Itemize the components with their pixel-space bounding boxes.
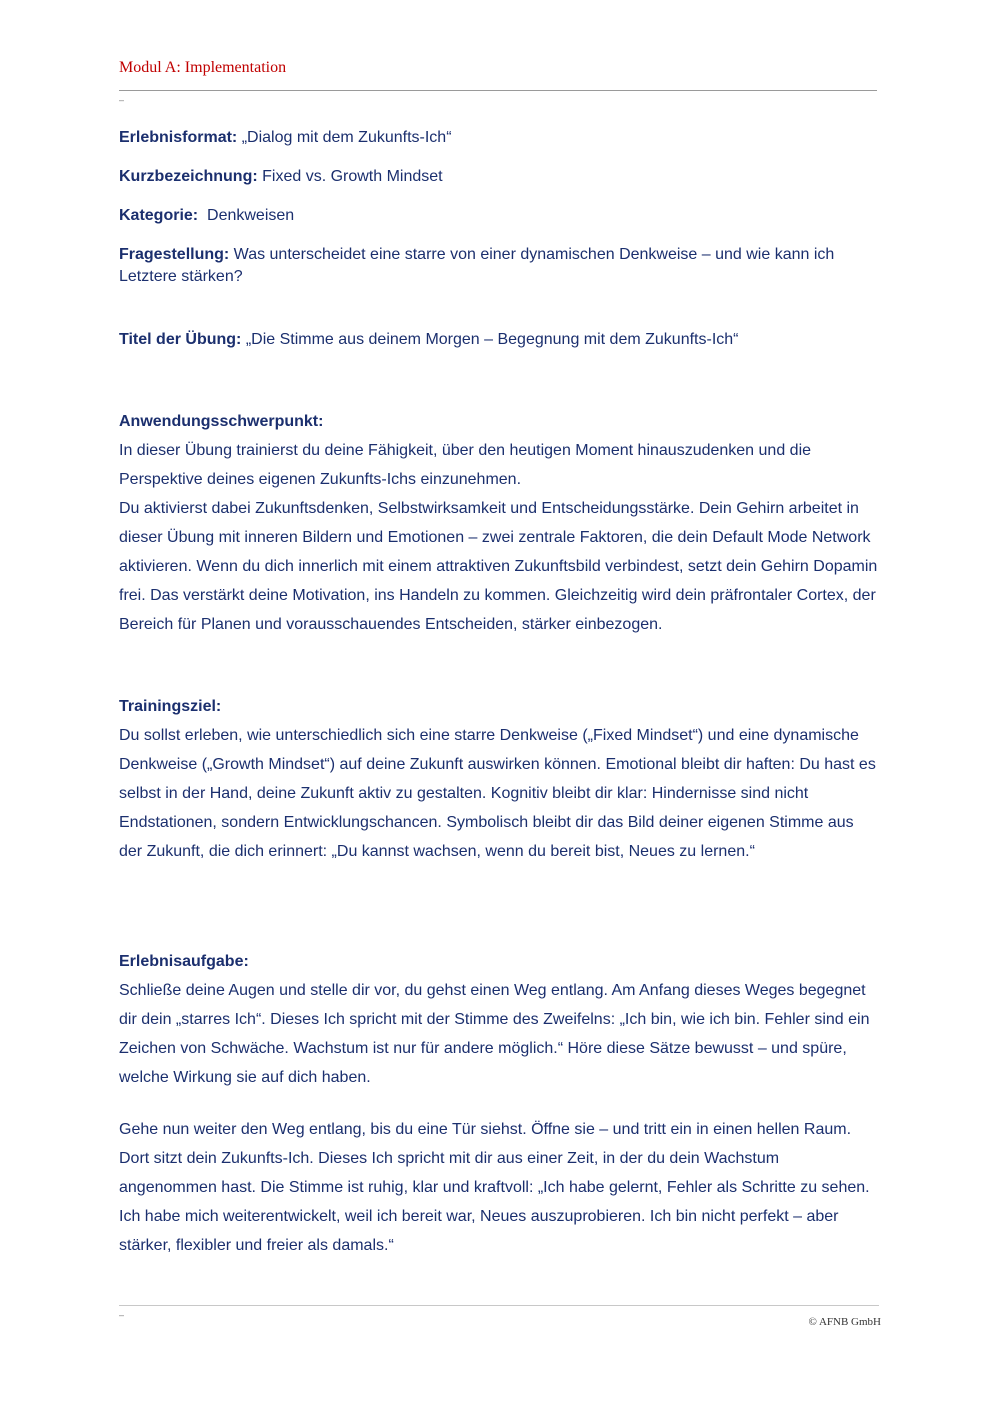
field-label: Kurzbezeichnung: (119, 168, 258, 185)
paragraph-anwendung-2: Du aktivierst dabei Zukunftsdenken, Selbstwirksamkeit und Entscheidungsstärke. Dein Gehirn arbeitet in dieser Übung mit inneren Bildern und Emotionen – zwei zentrale Faktoren, die dein Default Mode Network aktivieren. Wenn du dich innerlich mit einem attraktiven Zukunftsbild verbindest, setzt dein Gehirn Dopamin frei. Das verstärkt deine Motivation, ins Handeln zu kommen. Gleichzeitig wird dein präfrontaler Cortex, der Bereich für Planen und vorausschauendes Entscheiden, stärker einbezogen. (119, 500, 878, 633)
field-erlebnisformat (119, 127, 879, 149)
field-value: Fixed vs. Growth Mindset (257, 168, 443, 185)
header-rule-mark: – (119, 95, 125, 105)
footer-copyright: © AFNB GmbH (808, 1316, 881, 1328)
field-fragestellung (119, 244, 879, 288)
field-kurzbezeichnung (119, 166, 879, 188)
section-heading-trainingsziel: Trainingsziel: (119, 698, 222, 715)
field-label: Kategorie: (119, 207, 199, 224)
header-rule (119, 90, 877, 91)
field-value: Denkweisen (198, 207, 295, 224)
field-label: Erlebnisformat: (119, 129, 238, 146)
paragraph-erlebnisaufgabe-2: Gehe nun weiter den Weg entlang, bis du eine Tür siehst. Öffne sie – und tritt ein in einen hellen Raum. Dort sitzt dein Zukunfts-Ich. Dieses Ich spricht mit dir aus einer Zeit, in der du dein Wachstum angenommen hast. Die Stimme ist ruhig, klar und kraftvoll: „Ich habe gelernt, Fehler als Schritte zu sehen. Ich habe mich weiterentwickelt, weil ich bereit war, Neues auszuprobieren. Ich bin nicht perfekt – aber stärker, flexibler und freier als damals.“ (119, 1121, 870, 1254)
field-titel (119, 329, 879, 351)
footer-rule (119, 1305, 879, 1306)
paragraph-trainingsziel: Du sollst erleben, wie unterschiedlich sich eine starre Denkweise („Fixed Mindset“) und eine dynamische Denkweise („Growth Mindset“) auf deine Zukunft auswirken können. Emotional bleibt dir haften: Du hast es selbst in der Hand, deine Zukunft aktiv zu gestalten. Kognitiv bleibt dir klar: Hindernisse sind nicht Endstationen, sondern Entwicklungschancen. Symbolisch bleibt dir das Bild deiner eigenen Stimme aus der Zukunft, die dich erinnert: „Du kannst wachsen, wenn du bereit bist, Neues zu lernen.“ (119, 727, 876, 860)
field-value: „Dialog mit dem Zukunfts-Ich“ (237, 129, 452, 146)
paragraph-erlebnisaufgabe-1: Schließe deine Augen und stelle dir vor, du gehst einen Weg entlang. Am Anfang dieses Weges begegnet dir dein „starres Ich“. Dieses Ich spricht mit der Stimme des Zweifelns: „Ich bin, wie ich bin. Fehler sind ein Zeichen von Schwäche. Wachstum ist nur für andere möglich.“ Höre diese Sätze bewusst – und spüre, welche Wirkung sie auf dich haben. (119, 982, 870, 1086)
section-heading-erlebnisaufgabe: Erlebnisaufgabe: (119, 953, 249, 970)
header-title: Modul A: Implementation (119, 59, 287, 76)
field-label: Titel der Übung: (119, 331, 242, 348)
footer-rule-mark: – (119, 1310, 125, 1320)
field-value: Was unterscheidet eine starre von einer dynamischen Denkweise – und wie kann ich Letztere stärken? (119, 246, 839, 285)
section-heading-anwendung: Anwendungsschwerpunkt: (119, 413, 324, 430)
paragraph-anwendung-1: In dieser Übung trainierst du deine Fähigkeit, über den heutigen Moment hinauszudenken und die Perspektive deines eigenen Zukunfts-Ichs einzunehmen. (119, 442, 812, 488)
field-label: Fragestellung: (119, 246, 230, 263)
field-kategorie (119, 205, 879, 227)
field-value: „Die Stimme aus deinem Morgen – Begegnung mit dem Zukunfts-Ich“ (241, 331, 739, 348)
